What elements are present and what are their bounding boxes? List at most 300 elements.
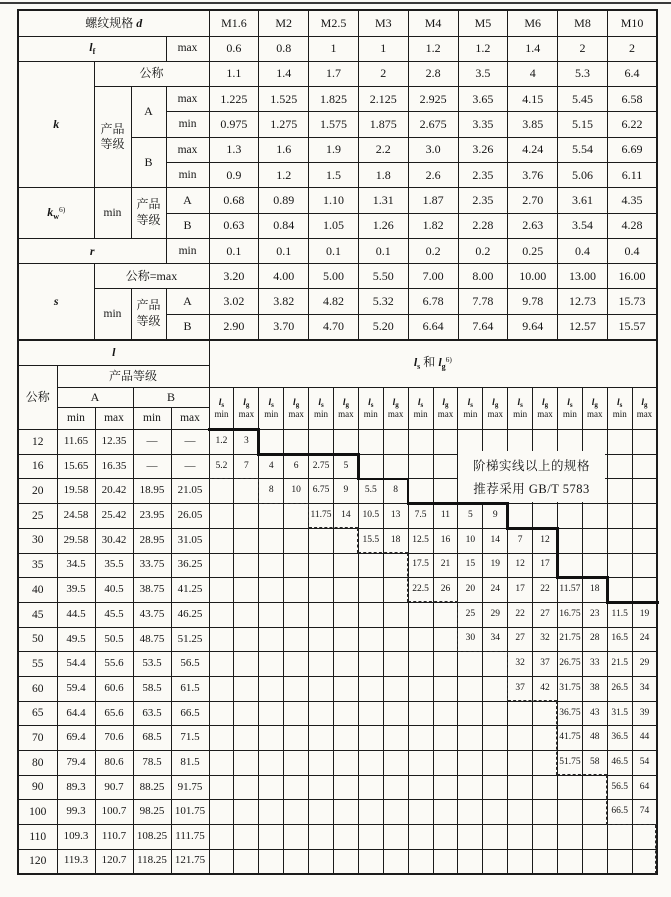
value-cell [383, 602, 408, 627]
value-cell [632, 849, 657, 874]
table-row [18, 553, 657, 578]
value-cell [433, 676, 458, 701]
value-cell: 70.6 [95, 726, 133, 751]
value-cell: 74 [632, 800, 657, 825]
value-cell: 109.3 [57, 825, 95, 850]
value-cell: 46.5 [607, 751, 632, 776]
head-dimensions-table [17, 9, 658, 341]
value-cell [209, 701, 234, 726]
table-row-kw-a [18, 188, 657, 213]
value-cell: 2.125 [358, 87, 408, 112]
value-cell: 50.5 [95, 627, 133, 652]
value-cell [259, 751, 284, 776]
value-cell: 88.25 [133, 775, 171, 800]
value-cell [309, 751, 334, 776]
min-label: min [166, 238, 209, 263]
value-cell [433, 602, 458, 627]
value-cell: 36.5 [607, 726, 632, 751]
value-cell: 30 [458, 627, 483, 652]
value-cell: 0.2 [458, 238, 508, 263]
value-cell: 7 [234, 454, 259, 479]
value-cell [458, 652, 483, 677]
value-cell: 37 [533, 652, 558, 677]
value-cell: 54.4 [57, 652, 95, 677]
value-cell [408, 800, 433, 825]
value-cell [533, 751, 558, 776]
value-cell [508, 825, 533, 850]
value-cell: 5.20 [358, 314, 408, 339]
value-cell: 11.57 [557, 578, 582, 603]
value-cell [458, 775, 483, 800]
value-cell [582, 528, 607, 553]
value-cell: 2.35 [458, 188, 508, 213]
value-cell: 2 [558, 36, 608, 61]
value-cell [557, 775, 582, 800]
value-cell [358, 800, 383, 825]
value-cell: 16.35 [95, 454, 133, 479]
grade-a-label: A [57, 388, 133, 408]
value-cell: 28.95 [133, 528, 171, 553]
step-line-dashed [308, 504, 309, 529]
value-cell [259, 652, 284, 677]
value-cell: 58 [582, 751, 607, 776]
value-cell [383, 775, 408, 800]
table-row [18, 602, 657, 627]
value-cell: 5.5 [358, 479, 383, 504]
value-cell: 28 [582, 627, 607, 652]
value-cell [284, 849, 309, 874]
value-cell [234, 627, 259, 652]
value-cell [284, 751, 309, 776]
value-cell: 6.78 [408, 289, 458, 314]
value-cell: 20.42 [95, 479, 133, 504]
value-cell: 1.2 [209, 430, 234, 455]
value-cell: 2 [607, 36, 657, 61]
value-cell: 64 [632, 775, 657, 800]
value-cell: — [133, 454, 171, 479]
step-line-solid [357, 478, 409, 481]
value-cell: 21.5 [607, 652, 632, 677]
value-cell: 10.5 [358, 504, 383, 529]
pair-header-cell: $l_s$ min [309, 388, 334, 430]
value-cell: 33 [582, 652, 607, 677]
table-row [18, 676, 657, 701]
value-cell: 1.87 [408, 188, 458, 213]
value-cell: 37 [508, 676, 533, 701]
value-cell [309, 726, 334, 751]
value-cell: 118.25 [133, 849, 171, 874]
value-cell [234, 479, 259, 504]
value-cell [632, 430, 657, 455]
step-line-dashed [258, 479, 259, 504]
value-cell [333, 652, 358, 677]
value-cell [259, 726, 284, 751]
min-label: min [94, 188, 131, 239]
value-cell: 56.5 [607, 775, 632, 800]
value-cell [582, 800, 607, 825]
value-cell: 50 [18, 627, 57, 652]
value-cell: 7 [508, 528, 533, 553]
value-cell: 64.4 [57, 701, 95, 726]
value-cell: 12 [508, 553, 533, 578]
value-cell: 29.58 [57, 528, 95, 553]
value-cell [607, 504, 632, 529]
value-cell [284, 701, 309, 726]
value-cell [284, 726, 309, 751]
value-cell: 0.4 [607, 238, 657, 263]
value-cell: 24.58 [57, 504, 95, 529]
table-row [18, 751, 657, 776]
value-cell: 4.00 [259, 264, 309, 289]
value-cell: 16.75 [557, 602, 582, 627]
value-cell: 3.70 [259, 314, 309, 339]
value-cell: 26.05 [171, 504, 209, 529]
value-cell: 24 [632, 627, 657, 652]
max-label: max [166, 137, 209, 162]
value-cell [234, 726, 259, 751]
value-cell: 31.5 [607, 701, 632, 726]
value-cell: 40.5 [95, 578, 133, 603]
value-cell [433, 775, 458, 800]
value-cell: M8 [558, 10, 608, 36]
value-cell: 3 [234, 430, 259, 455]
value-cell [234, 553, 259, 578]
value-cell [383, 825, 408, 850]
value-cell: 0.9 [209, 162, 259, 187]
value-cell: 80 [18, 751, 57, 776]
value-cell: 4 [259, 454, 284, 479]
value-cell: 59.4 [57, 676, 95, 701]
value-cell: 36.25 [171, 553, 209, 578]
value-cell [458, 726, 483, 751]
value-cell: 80.6 [95, 751, 133, 776]
value-cell [309, 627, 334, 652]
value-cell [408, 430, 433, 455]
value-cell: 6.75 [309, 479, 334, 504]
value-cell: 1.2 [408, 36, 458, 61]
value-cell: 11.65 [57, 430, 95, 455]
max-label: max [171, 408, 209, 430]
value-cell: 3.76 [508, 162, 558, 187]
pair-header-cell: $l_g$ max [582, 388, 607, 430]
value-cell: 5.32 [358, 289, 408, 314]
value-cell: 60 [18, 676, 57, 701]
value-cell: 6 [284, 454, 309, 479]
value-cell: 34 [632, 676, 657, 701]
value-cell: — [133, 430, 171, 455]
value-cell: 21 [433, 553, 458, 578]
product-grade-label: 产品等级 [94, 87, 131, 188]
value-cell: 2.8 [408, 61, 458, 86]
value-cell: 41.25 [171, 578, 209, 603]
value-cell: 16 [433, 528, 458, 553]
value-cell: 0.2 [408, 238, 458, 263]
value-cell: 27 [508, 627, 533, 652]
l-header-label: l [18, 340, 209, 366]
value-cell: 16 [18, 454, 57, 479]
value-cell: 12.73 [558, 289, 608, 314]
value-cell: 108.25 [133, 825, 171, 850]
value-cell: 36.75 [557, 701, 582, 726]
value-cell: 34.5 [57, 553, 95, 578]
value-cell [358, 553, 383, 578]
value-cell: 6.64 [408, 314, 458, 339]
value-cell [234, 578, 259, 603]
value-cell: 13.00 [558, 264, 608, 289]
value-cell [408, 825, 433, 850]
value-cell [309, 430, 334, 455]
step-line-solid [407, 502, 459, 505]
value-cell [433, 751, 458, 776]
value-cell [333, 602, 358, 627]
value-cell [582, 775, 607, 800]
value-cell: 0.1 [358, 238, 408, 263]
value-cell: 12.5 [408, 528, 433, 553]
value-cell [259, 775, 284, 800]
value-cell [383, 751, 408, 776]
table-row [18, 775, 657, 800]
step-line-dashed [407, 553, 408, 602]
value-cell: 4.28 [607, 213, 657, 238]
value-cell [607, 528, 632, 553]
step-line-note [458, 451, 605, 502]
value-cell [557, 528, 582, 553]
pair-header-cell: $l_s$ min [259, 388, 284, 430]
value-cell: 1.2 [458, 36, 508, 61]
value-cell [632, 553, 657, 578]
value-cell: 98.25 [133, 800, 171, 825]
value-cell [358, 430, 383, 455]
value-cell [383, 553, 408, 578]
value-cell: 9 [483, 504, 508, 529]
value-cell [284, 627, 309, 652]
value-cell: 1.6 [259, 137, 309, 162]
max-label: max [166, 36, 209, 61]
table-row-l-header [18, 340, 657, 366]
value-cell: 5.50 [358, 264, 408, 289]
value-cell: 23 [582, 602, 607, 627]
step-line-dashed [357, 528, 358, 553]
min-label: min [94, 289, 131, 340]
value-cell: 12 [18, 430, 57, 455]
step-line-dashed [508, 700, 558, 701]
value-cell [557, 825, 582, 850]
r-label: r [18, 238, 166, 263]
value-cell [259, 825, 284, 850]
value-cell [309, 578, 334, 603]
value-cell: 120 [18, 849, 57, 874]
value-cell: 5.54 [558, 137, 608, 162]
value-cell: 32 [508, 652, 533, 677]
value-cell: 1.4 [508, 36, 558, 61]
value-cell [333, 578, 358, 603]
value-cell [333, 825, 358, 850]
value-cell: 89.3 [57, 775, 95, 800]
value-cell: 90 [18, 775, 57, 800]
value-cell: 5.2 [209, 454, 234, 479]
value-cell: 6.58 [607, 87, 657, 112]
value-cell: 3.61 [558, 188, 608, 213]
table-row-thread-spec [18, 10, 657, 36]
value-cell: 1.9 [309, 137, 359, 162]
value-cell [607, 825, 632, 850]
value-cell [209, 775, 234, 800]
value-cell: 65 [18, 701, 57, 726]
step-line-dashed [408, 601, 458, 602]
value-cell: 100 [18, 800, 57, 825]
value-cell [383, 800, 408, 825]
table-row [18, 825, 657, 850]
value-cell [333, 627, 358, 652]
value-cell [408, 849, 433, 874]
value-cell: 18.95 [133, 479, 171, 504]
value-cell: 4 [508, 61, 558, 86]
step-line-dashed [309, 527, 359, 528]
value-cell: 110 [18, 825, 57, 850]
value-cell: 12.35 [95, 430, 133, 455]
value-cell [209, 602, 234, 627]
value-cell [209, 726, 234, 751]
value-cell [433, 849, 458, 874]
value-cell [209, 849, 234, 874]
step-line-dashed [655, 825, 656, 874]
value-cell [433, 726, 458, 751]
value-cell [433, 825, 458, 850]
value-cell: 17.5 [408, 553, 433, 578]
kw-label: $k_w^{6)}$ [18, 188, 94, 239]
value-cell: 1.525 [259, 87, 309, 112]
step-line-dashed [458, 651, 508, 652]
value-cell: 39.5 [57, 578, 95, 603]
value-cell: 7.64 [458, 314, 508, 339]
value-cell: 6.4 [607, 61, 657, 86]
value-cell: 9.78 [508, 289, 558, 314]
grade-b-label: B [166, 213, 209, 238]
value-cell: M4 [408, 10, 458, 36]
value-cell [508, 800, 533, 825]
value-cell [358, 627, 383, 652]
value-cell: 11.75 [309, 504, 334, 529]
value-cell: 9 [333, 479, 358, 504]
value-cell [333, 775, 358, 800]
value-cell [458, 825, 483, 850]
value-cell: 2.925 [408, 87, 458, 112]
grade-a-label: A [166, 188, 209, 213]
value-cell: 60.6 [95, 676, 133, 701]
value-cell: 24 [483, 578, 508, 603]
value-cell: 3.85 [508, 112, 558, 137]
value-cell [433, 627, 458, 652]
value-cell [358, 602, 383, 627]
value-cell [607, 578, 632, 603]
value-cell [483, 800, 508, 825]
value-cell [333, 726, 358, 751]
value-cell: 0.25 [508, 238, 558, 263]
value-cell: 119.3 [57, 849, 95, 874]
value-cell: 2.63 [508, 213, 558, 238]
value-cell: 9.64 [508, 314, 558, 339]
value-cell [309, 849, 334, 874]
value-cell [259, 553, 284, 578]
value-cell [383, 430, 408, 455]
value-cell: 63.5 [133, 701, 171, 726]
step-line-note-line2: 推荐采用 GB/T 5783 [473, 481, 590, 496]
value-cell: 81.5 [171, 751, 209, 776]
max-label: max [166, 87, 209, 112]
value-cell: 44 [632, 726, 657, 751]
value-cell: 121.75 [171, 849, 209, 874]
value-cell [458, 751, 483, 776]
value-cell: 0.89 [259, 188, 309, 213]
grade-b-label: B [133, 388, 209, 408]
value-cell [408, 676, 433, 701]
pair-header-cell: $l_s$ min [607, 388, 632, 430]
value-cell [433, 479, 458, 504]
value-cell: 46.25 [171, 602, 209, 627]
value-cell: 8 [383, 479, 408, 504]
value-cell [284, 676, 309, 701]
value-cell [234, 800, 259, 825]
value-cell [358, 454, 383, 479]
min-label: min [166, 162, 209, 187]
value-cell: 1.31 [358, 188, 408, 213]
value-cell: 0.1 [259, 238, 309, 263]
value-cell [309, 602, 334, 627]
value-cell: 99.3 [57, 800, 95, 825]
value-cell: 58.5 [133, 676, 171, 701]
value-cell: 4.24 [508, 137, 558, 162]
value-cell: 53.5 [133, 652, 171, 677]
value-cell: 4.70 [309, 314, 359, 339]
value-cell [607, 479, 632, 504]
grade-b-label: B [166, 314, 209, 339]
value-cell: 12.57 [558, 314, 608, 339]
value-cell [483, 825, 508, 850]
value-cell [259, 627, 284, 652]
value-cell: 110.7 [95, 825, 133, 850]
value-cell: 38 [582, 676, 607, 701]
pair-header-cell: $l_s$ min [358, 388, 383, 430]
value-cell: — [171, 454, 209, 479]
value-cell: 0.975 [209, 112, 259, 137]
table-row [18, 726, 657, 751]
value-cell [483, 849, 508, 874]
value-cell [508, 849, 533, 874]
value-cell: 56.5 [171, 652, 209, 677]
value-cell [209, 825, 234, 850]
value-cell [309, 528, 334, 553]
value-cell: 23.95 [133, 504, 171, 529]
value-cell [234, 676, 259, 701]
value-cell: 14 [333, 504, 358, 529]
step-line-solid [208, 428, 260, 431]
value-cell: M10 [607, 10, 657, 36]
table-row [18, 627, 657, 652]
value-cell: 5.00 [309, 264, 359, 289]
value-cell [383, 701, 408, 726]
value-cell: 48.75 [133, 627, 171, 652]
value-cell [383, 652, 408, 677]
value-cell [383, 627, 408, 652]
value-cell: 111.75 [171, 825, 209, 850]
value-cell: 45.5 [95, 602, 133, 627]
value-cell: 1.10 [309, 188, 359, 213]
value-cell: 40 [18, 578, 57, 603]
value-cell [408, 751, 433, 776]
value-cell [333, 751, 358, 776]
value-cell [483, 676, 508, 701]
value-cell [458, 849, 483, 874]
